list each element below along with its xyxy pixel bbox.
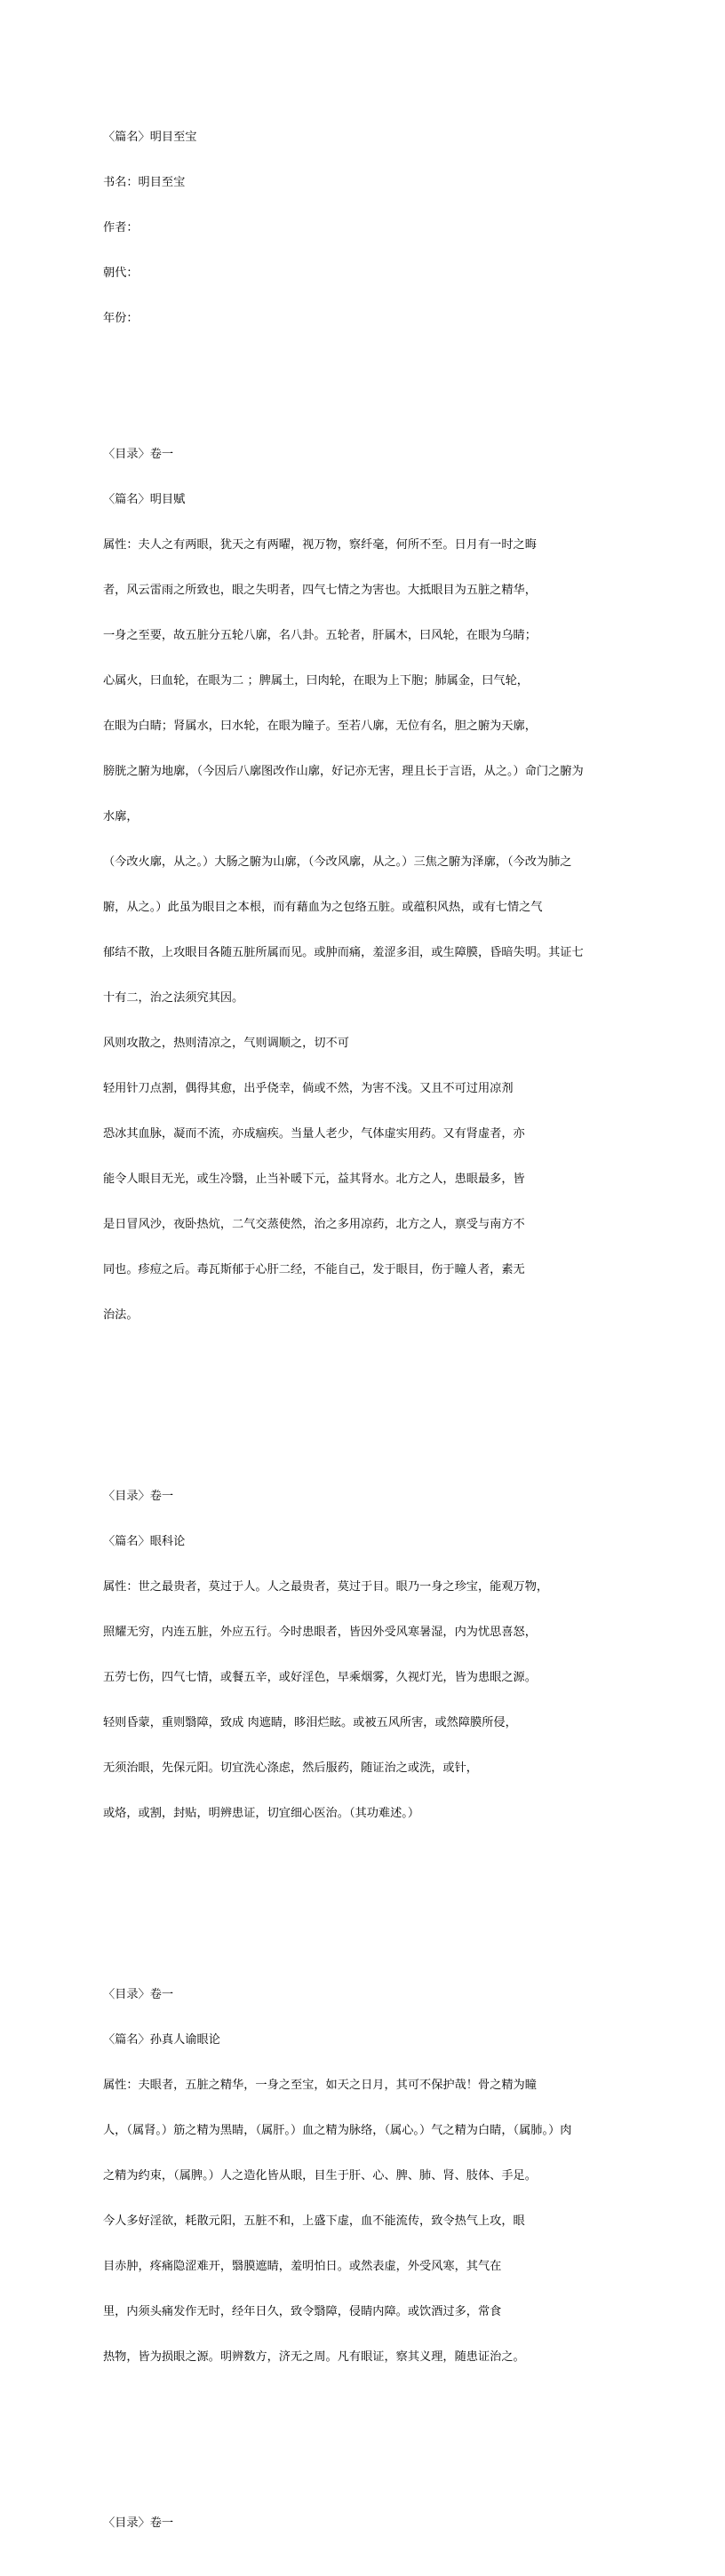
body-line: 郁结不散，上攻眼目各随五脏所属而见。或肿而痛，羞涩多泪，或生障膜，昏暗失明。其证七 [103,946,584,959]
body-line: 里，内须头痛发作无时，经年日久，致令翳障，侵睛内障。或饮酒过多，常食 [103,2305,502,2318]
body-line: 同也。疹痘之后。毒瓦斯郁于心肝二经，不能自己，发于眼目，伤于瞳人者，素无 [103,1263,525,1276]
section-title-tag: 〈篇名〉孙真人谕眼论 [103,2033,220,2047]
body-line: 五劳七伤，四气七情，或餐五辛，或好淫色，早乘烟雾，久视灯光，皆为患眼之源。 [103,1671,537,1684]
body-line: 轻则昏蒙，重则翳障，致成 肉遮睛，眵泪烂眩。或被五风所害，或然障膜所侵， [103,1716,517,1729]
body-line: 能令人眼目无光，或生冷翳，止当补暖下元，益其肾水。北方之人，患眼最多，皆 [103,1173,525,1186]
section-catalog-tag: 〈目录〉卷一 [103,1490,174,1503]
section-catalog-tag: 〈目录〉卷一 [103,2516,174,2530]
body-line: 十有二，治之法须究其因。 [103,991,244,1005]
body-line: 属性：夫眼者，五脏之精华，一身之至宝，如天之日月，其可不保护哉！骨之精为瞳 [103,2079,537,2092]
dynasty-field: 朝代： [103,266,139,280]
body-line: 热物，皆为损眼之源。明辨数方，济无之周。凡有眼证，察其义理，随患证治之。 [103,2350,525,2364]
body-line: 今人多好淫欲，耗散元阳，五脏不和，上盛下虚，血不能流传，致令热气上攻，眼 [103,2214,525,2228]
body-line: 一身之至要，故五脏分五轮八廓，名八卦。五轮者，肝属木，曰风轮，在眼为乌睛； [103,629,537,642]
body-line: 之精为约束，（属脾。）人之造化皆从眼，目生于肝、心、脾、肺、肾、肢体、手足。 [103,2169,537,2182]
body-line: 心属火，曰血轮，在眼为二 ；脾属土，曰肉轮，在眼为上下胞；肺属金，曰气轮， [103,674,529,688]
body-line: 目赤肿，疼痛隐涩难开，翳膜遮睛，羞明怕日。或然表虚，外受风寒，其气在 [103,2260,502,2273]
spacer [103,1866,636,1881]
body-line: 或烙，或割，封贴，明辨患证，切宜细心医治。（其功难述。） [103,1807,420,1820]
body-line: （今改火廓，从之。）大肠之腑为山廓，（今改风廓，从之。）三焦之腑为泽廓，（今改为肺之 [103,855,572,869]
section-title-tag: 〈篇名〉眼科论 [103,1535,186,1548]
spacer [103,1912,636,1927]
book-name-field: 书名：明目至宝 [103,176,186,189]
body-line: 治法。 [103,1308,139,1322]
section-catalog-tag: 〈目录〉卷一 [103,1988,174,2001]
spacer [103,1368,636,1383]
body-line: 水廓， [103,810,139,823]
body-line: 是日冒风沙，夜卧热炕，二气交蒸使然，治之多用凉药，北方之人，禀受与南方不 [103,1218,525,1231]
body-line: 照耀无穷，内连五脏，外应五行。今时患眼者，皆因外受风寒暑湿，内为忧思喜怒， [103,1626,537,1639]
body-line: 属性：夫人之有两眼，犹天之有两曜，视万物，察纤毫，何所不至。日月有一时之晦 [103,538,537,552]
spacer [103,2455,636,2470]
year-field: 年份： [103,312,139,325]
body-line: 在眼为白睛；肾属水，曰水轮，在眼为瞳子。至若八廓，无位有名，胆之腑为天廓， [103,720,537,733]
spacer [103,1413,636,1428]
body-line: 轻用针刀点割，偶得其愈，出乎侥幸，倘或不然，为害不浅。又且不可过用凉剂 [103,1082,514,1095]
body-line: 人，（属肾。）筋之精为黑睛，（属肝。）血之精为脉络，（属心。）气之精为白睛，（属肺。）肉 [103,2124,572,2137]
body-line: 风则攻散之，热则清凉之，气则调顺之，切不可 [103,1037,349,1050]
section-catalog-tag: 〈目录〉卷一 [103,448,174,461]
spacer [103,371,636,386]
body-line: 腑，从之。）此虽为眼目之本根，而有藉血为之包络五脏。或蕴积风热，或有七情之气 [103,901,543,914]
body-line: 者，风云雷雨之所致也，眼之失明者，四气七情之为害也。大抵眼目为五脏之精华， [103,584,537,597]
body-line: 膀胱之腑为地廓，（今因后八廓图改作山廓，好记亦无害，理且长于言语，从之。）命门之腑为 [103,765,584,778]
body-line: 恐冰其血脉，凝而不流，亦成痼疾。当量人老少，气体虚实用药。又有肾虚者，亦 [103,1127,525,1141]
body-line: 属性：世之最贵者，莫过于人。人之最贵者，莫过于目。眼乃一身之珍宝，能观万物， [103,1580,549,1594]
spacer [103,2410,636,2425]
section-title-tag: 〈篇名〉明目赋 [103,493,186,506]
document-body [103,84,636,2576]
author-field: 作者： [103,221,139,235]
body-line: 无须治眼，先保元阳。切宜洗心涤虑，然后服药，随证治之或洗，或针， [103,1761,478,1775]
篇名-title-tag: 〈篇名〉明目至宝 [103,131,197,144]
